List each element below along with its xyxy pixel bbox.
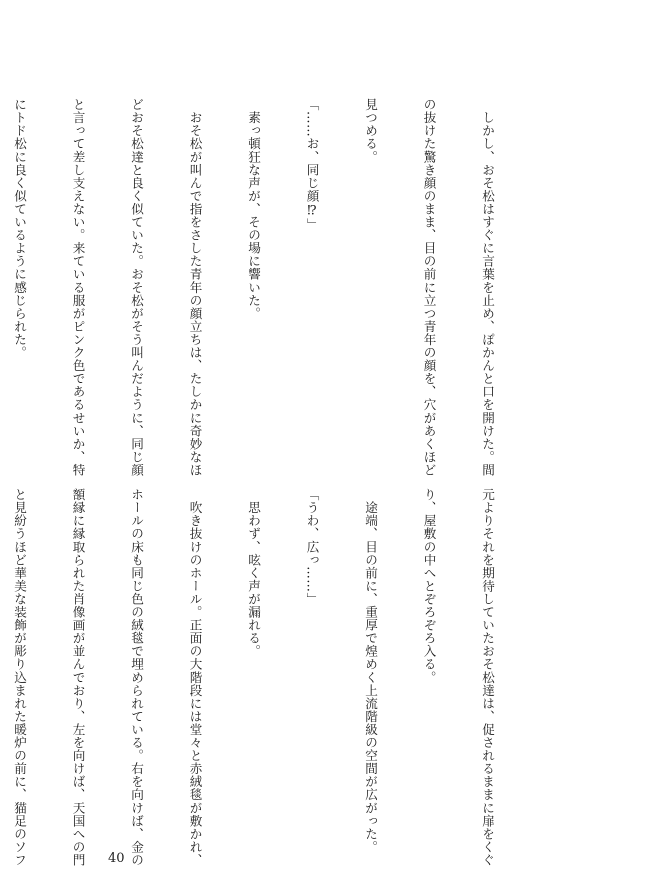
text-line: と見紛うほど華美な装飾が彫り込まれた暖炉の前に、猫足のソフ (12, 488, 27, 867)
text-line: 素っ頓狂な声が、その場に響いた。 (246, 98, 261, 320)
text-line: 額縁に縁取られた肖像画が並んでおり、左を向けば、天国への門 (70, 488, 86, 867)
upper-text-block (12, 98, 536, 477)
page-number: 40 (108, 851, 125, 866)
text-line: にトド松に良く似ているように感じられた。 (12, 98, 27, 359)
text-line: 「……お、同じ顔⁉」 (304, 98, 320, 231)
text-line: 見つめる。 (363, 98, 378, 164)
text-line: どおそ松達と良く似ていた。おそ松がそう叫んだように、同じ顔 (129, 98, 144, 477)
text-line: ホールの床も同じ色の絨毯で埋められている。右を向けば、金の (129, 488, 144, 867)
text-line: 吹き抜けのホール。正面の大階段には堂々と赤絨毯が敷かれ、 (187, 488, 203, 867)
text-line: り、屋敷の中へとぞろぞろ入る。 (421, 488, 437, 684)
text-line: 途端、目の前に、重厚で煌めく上流階級の空間が広がった。 (363, 488, 378, 854)
text-line: 思わず、呟く声が漏れる。 (246, 488, 261, 658)
text-line: 元よりそれを期待していたおそ松達は、促されるままに扉をくぐ (480, 488, 495, 867)
text-line: 「うわ、広っ……」 (304, 488, 320, 606)
text-line: しかし、おそ松はすぐに言葉を止め、ぽかんと口を開けた。間 (480, 98, 495, 477)
text-line: の抜けた驚き顔のまま、目の前に立つ青年の顔を、穴があくほど (421, 98, 437, 477)
text-line: と言って差し支えない。来ている服がピンク色であるせいか、特 (70, 98, 86, 477)
text-line: おそ松が叫んで指をさした青年の顔立ちは、たしかに奇妙なほ (187, 98, 203, 477)
